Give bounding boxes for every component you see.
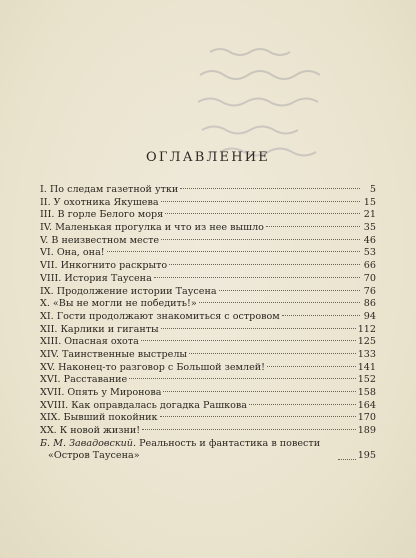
appendix-text: Реальность и фантастика в повести «Остров Таусена» (48, 437, 321, 462)
entry-page: 164 (357, 399, 376, 411)
entry-page: 94 (363, 310, 376, 322)
entry-title: XII. Карлики и гиганты (40, 323, 159, 335)
toc-heading: ОГЛАВЛЕНИЕ (145, 150, 270, 165)
entry-page: 21 (363, 209, 376, 221)
leader-dots (267, 366, 356, 367)
entry-page: 125 (357, 336, 376, 348)
entry-title: IX. Продолжение истории Таусена (40, 285, 217, 297)
table-of-contents (40, 184, 376, 463)
entry-page: 70 (363, 272, 376, 284)
entry-title: IV. Маленькая прогулка и что из нее вышло (40, 222, 264, 234)
toc-entry[interactable] (40, 362, 376, 375)
entry-title: I. По следам газетной утки (40, 184, 179, 195)
entry-title: XV. Наконец-то разговор с Большой землей! (40, 361, 266, 373)
toc-entry[interactable] (40, 197, 376, 210)
toc-entry[interactable] (40, 400, 376, 413)
leader-dots (161, 201, 360, 202)
entry-page: 35 (363, 222, 376, 234)
toc-entry[interactable] (40, 425, 376, 438)
leader-dots (180, 188, 360, 189)
entry-title: V. В неизвестном месте (40, 234, 160, 246)
toc-entry[interactable] (40, 311, 376, 324)
leader-dots (249, 404, 356, 405)
toc-entry[interactable] (40, 336, 376, 349)
leader-dots (129, 378, 356, 379)
toc-entry[interactable] (40, 298, 376, 311)
entry-page: 170 (357, 412, 376, 424)
leader-dots (199, 302, 360, 303)
toc-entry[interactable] (40, 184, 376, 197)
toc-entry[interactable] (40, 260, 376, 273)
entry-title: XVIII. Как оправдалась догадка Рашкова (40, 399, 248, 411)
appendix-page: 195 (357, 450, 376, 462)
leader-dots (161, 239, 360, 240)
leader-dots (107, 251, 360, 252)
entry-title: VIII. История Таусена (40, 272, 152, 284)
entry-page: 86 (363, 298, 376, 310)
leader-dots (141, 340, 356, 341)
leader-dots (160, 416, 356, 417)
leader-dots (169, 264, 360, 265)
entry-title: XI. Гости продолжают знакомиться с островом (40, 310, 280, 322)
entry-page: 46 (363, 234, 376, 246)
appendix-title (40, 438, 336, 463)
entry-title: XIX. Бывший покойник (40, 412, 158, 424)
toc-entry[interactable] (40, 412, 376, 425)
entry-page: 133 (357, 348, 376, 360)
entry-page: 5 (369, 184, 376, 195)
leader-dots (161, 328, 356, 329)
toc-entry[interactable] (40, 349, 376, 362)
leader-dots (189, 353, 356, 354)
leader-dots (282, 315, 360, 316)
entry-title: VI. Она, она! (40, 247, 105, 259)
toc-entry[interactable] (40, 222, 376, 235)
entry-title: XVI. Расставание (40, 374, 128, 386)
entry-title: VII. Инкогнито раскрыто (40, 260, 168, 272)
leader-dots (219, 290, 360, 291)
entry-page: 189 (357, 425, 376, 437)
toc-entry[interactable] (40, 247, 376, 260)
toc-entry[interactable] (40, 324, 376, 337)
entry-title: XX. К новой жизни! (40, 425, 141, 437)
entry-title: III. В горле Белого моря (40, 209, 164, 221)
entry-page: 15 (363, 196, 376, 208)
entry-page: 53 (363, 247, 376, 259)
toc-entry[interactable] (40, 273, 376, 286)
toc-appendix-entry[interactable] (40, 438, 376, 463)
leader-dots (266, 226, 360, 227)
entry-page: 112 (357, 323, 376, 335)
entry-page: 152 (357, 374, 376, 386)
leader-dots (154, 277, 360, 278)
leader-dots (163, 391, 355, 392)
leader-dots (338, 459, 356, 460)
entry-page: 66 (363, 260, 376, 272)
appendix-author: Б. М. Завадовский. (40, 437, 137, 449)
faded-stamp-watermark (190, 40, 340, 165)
leader-dots (142, 429, 356, 430)
leader-dots (165, 213, 360, 214)
toc-entry[interactable] (40, 374, 376, 387)
entry-title: X. «Вы не могли не победить!» (40, 298, 197, 310)
toc-entry[interactable] (40, 209, 376, 222)
entry-title: XIV. Таинственные выстрелы (40, 348, 188, 360)
toc-entry[interactable] (40, 286, 376, 299)
entry-page: 158 (357, 387, 376, 398)
entry-page: 141 (357, 361, 376, 373)
entry-title: XVII. Опять у Миронова (40, 387, 162, 398)
toc-entry[interactable] (40, 387, 376, 400)
entry-title: XIII. Опасная охота (40, 336, 139, 348)
entry-page: 76 (363, 285, 376, 297)
toc-entry[interactable] (40, 235, 376, 248)
entry-title: II. У охотника Якушева (40, 196, 159, 208)
